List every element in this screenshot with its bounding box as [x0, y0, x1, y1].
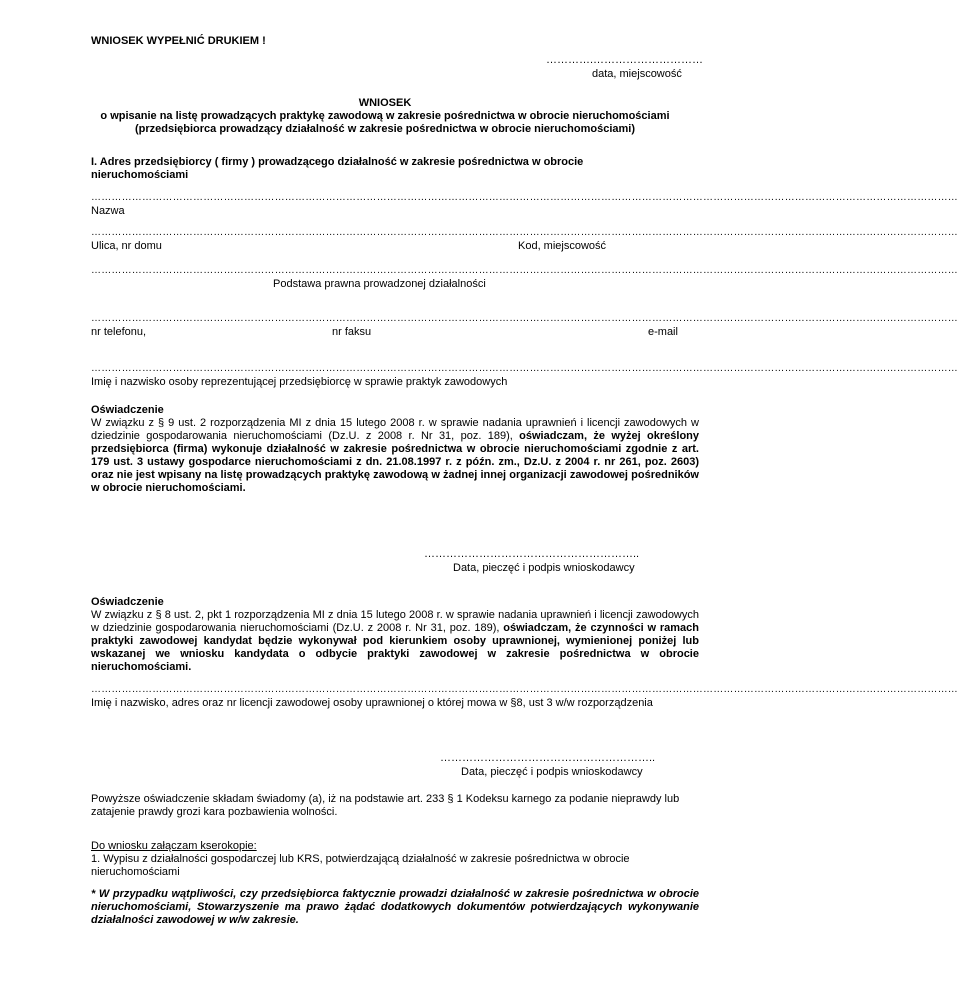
- statement2-text: W związku z § 8 ust. 2, pkt 1 rozporządzenia MI z dnia 15 lutego 2008 r. w sprawie nadania uprawnień i licencji zawodowych w dziedzinie gospodarowania nieruchomościami (Dz.U. z 2008 r. Nr 31, poz. 189),: [91, 609, 699, 634]
- statement1-text: W związku z § 9 ust. 2 rozporządzenia MI z dnia 15 lutego 2008 r. w sprawie nadania uprawnień i licencji zawodowych w dziedzinie gospodarowania nieruchomościami (Dz.U. z 2008 r. Nr 31, poz. 189),: [91, 417, 699, 442]
- address-field-line[interactable]: …………………………………………………………………………………………………………………………………………………………………………………………………………………………………: [91, 227, 958, 238]
- email-label: e-mail: [648, 326, 678, 338]
- statement2-body: [91, 609, 699, 674]
- statement1-sign-dots: …………………………………………………..: [424, 548, 640, 560]
- representative-field-line[interactable]: …………………………………………………………………………………………………………………………………………………………………………………………………………………………………: [91, 363, 958, 374]
- legal-basis-label: Podstawa prawna prowadzonej działalności: [273, 278, 486, 290]
- form-title: WNIOSEK: [358, 97, 412, 109]
- contact-field-line[interactable]: …………………………………………………………………………………………………………………………………………………………………………………………………………………………………: [91, 313, 958, 324]
- statement2-sign-label: Data, pieczęć i podpis wnioskodawcy: [461, 766, 643, 778]
- authorized-person-label: Imię i nazwisko, adres oraz nr licencji zawodowej osoby uprawnionej o której mowa w §8, ust 3 w/w rozporządzenia: [91, 697, 653, 709]
- print-notice: WNIOSEK WYPEŁNIĆ DRUKIEM !: [91, 35, 266, 47]
- footnote: * W przypadku wątpliwości, czy przedsiębiorca faktycznie prowadzi działalność w zakresie pośrednictwa w obrocie nieruchomościami, Stowarzyszenie ma prawo żądać dodatkowych dokumentów potwierdzających wykonywanie działalności zawodowej w w/w zakresie.: [91, 888, 699, 926]
- statement1-heading: Oświadczenie: [91, 404, 164, 416]
- attachment-item-1: 1. Wypisu z działalności gospodarczej lub KRS, potwierdzającą działalność w zakresie pośrednictwa w obrocie nieruchomościami: [91, 853, 630, 878]
- section1-heading: I. Adres przedsiębiorcy ( firmy ) prowadzącego działalność w zakresie pośrednictwa w obrocie nieruchomościami: [91, 156, 584, 181]
- statement2-sign-dots: …………………………………………………..: [440, 752, 656, 764]
- form-subtitle-line1: o wpisanie na listę prowadzących praktykę zawodową w zakresie pośrednictwa w obrocie nieruchomościami: [100, 110, 670, 122]
- statement2-declaration: oświadczam, że czynności w ramach praktyki zawodowej kandydat będzie wykonywał pod kierunkiem osoby uprawnionej, wymienionej poniżej lub wskazanej we wniosku kandydata o odbycie praktyki zawodowej w zakresie pośrednictwa w obrocie nieruchomościami.: [91, 622, 699, 673]
- authorized-person-field-line[interactable]: …………………………………………………………………………………………………………………………………………………………………………………………………………………………………: [91, 684, 958, 695]
- form-subtitle-line2: (przedsiębiorca prowadzący działalność w zakresie pośrednictwa w obrocie nieruchomościami): [134, 123, 636, 135]
- statement1-declaration: oświadczam, że wyżej określony przedsiębiorca (firma) wykonuje działalność w zakresie pośrednictwa w obrocie nieruchomościami zgodnie z art. 179 ust. 3 ustawy gospodarce nieruchomościami z dn. 21.08.1997 r. z późn. zm., Dz.U. z 2004 r. nr 261, poz. 2603) oraz nie jest wpisany na listę prowadzących praktykę zawodową w żadnej innej organizacji zawodowej pośredników w obrocie nieruchomościami.: [91, 430, 699, 494]
- statement1-body: [91, 417, 699, 495]
- statement1-sign-label: Data, pieczęć i podpis wnioskodawcy: [453, 562, 635, 574]
- fax-label: nr faksu: [332, 326, 372, 338]
- street-label: Ulica, nr domu: [91, 240, 162, 252]
- attachments-heading: Do wniosku załączam kserokopie:: [91, 840, 257, 852]
- name-label: Nazwa: [91, 205, 125, 217]
- awareness-statement: Powyższe oświadczenie składam świadomy (a), iż na podstawie art. 233 § 1 Kodeksu karnego za podanie nieprawdy lub zatajenie prawdy grozi kara pozbawienia wolności.: [91, 793, 680, 818]
- representative-label: Imię i nazwisko osoby reprezentującej przedsiębiorcę w sprawie praktyk zawodowych: [91, 376, 508, 388]
- date-place-dots: ………….…………………………: [545, 54, 703, 66]
- phone-label: nr telefonu,: [91, 326, 147, 338]
- date-place-label: data, miejscowość: [592, 68, 682, 80]
- name-field-line[interactable]: …………………………………………………………………………………………………………………………………………………………………………………………………………………………………: [91, 192, 958, 203]
- legal-basis-field-line[interactable]: …………………………………………………………………………………………………………………………………………………………………………………………………………………………………: [91, 265, 958, 276]
- postal-label: Kod, miejscowość: [518, 240, 607, 252]
- statement2-heading: Oświadczenie: [91, 596, 164, 608]
